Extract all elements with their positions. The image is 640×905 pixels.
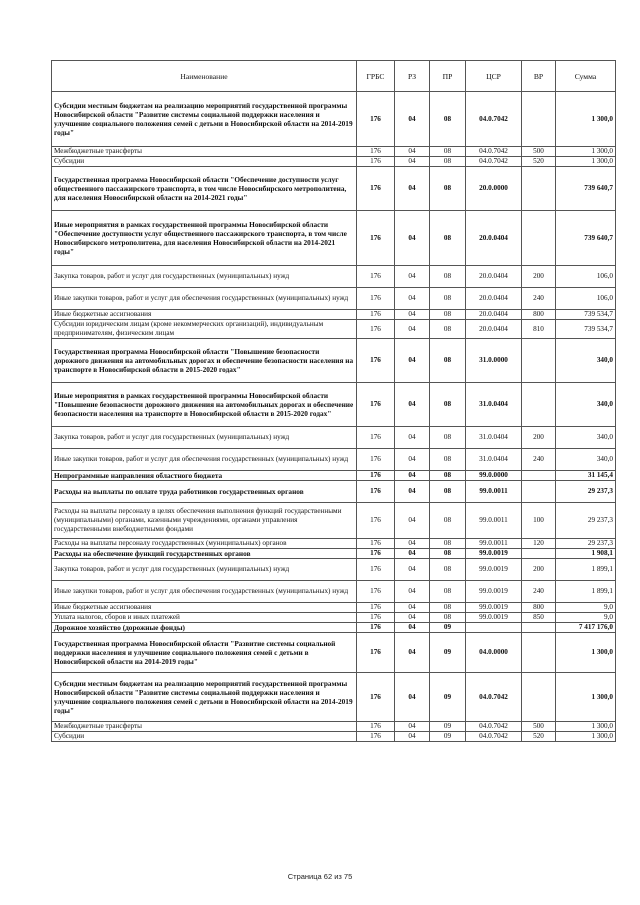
cell-sum: 29 237,3 [556, 539, 616, 549]
cell-pr: 09 [430, 623, 466, 633]
cell-vr: 200 [522, 266, 556, 288]
cell-vr [522, 673, 556, 722]
cell-rz: 04 [395, 673, 430, 722]
cell-pr: 09 [430, 673, 466, 722]
cell-rz: 04 [395, 320, 430, 339]
cell-grbs: 176 [357, 147, 395, 157]
cell-rz: 04 [395, 339, 430, 383]
cell-vr [522, 383, 556, 427]
table-row [52, 92, 616, 147]
cell-vr [522, 633, 556, 673]
cell-vr: 520 [522, 732, 556, 742]
cell-pr: 08 [430, 613, 466, 623]
cell-csr: 31.0.0000 [466, 339, 522, 383]
table-row [52, 673, 616, 722]
cell-pr: 08 [430, 503, 466, 539]
table-row [52, 539, 616, 549]
cell-rz: 04 [395, 471, 430, 481]
cell-csr: 04.0.7042 [466, 722, 522, 732]
cell-vr [522, 167, 556, 211]
cell-grbs: 176 [357, 383, 395, 427]
cell-rz: 04 [395, 92, 430, 147]
cell-grbs: 176 [357, 471, 395, 481]
cell-grbs: 176 [357, 167, 395, 211]
table-body [52, 92, 616, 742]
cell-csr: 04.0.7042 [466, 157, 522, 167]
cell-csr: 20.0.0404 [466, 310, 522, 320]
cell-name: Закупка товаров, работ и услуг для государственных (муниципальных) нужд [52, 427, 357, 449]
cell-sum: 1 899,1 [556, 581, 616, 603]
cell-grbs: 176 [357, 339, 395, 383]
cell-sum: 739 640,7 [556, 167, 616, 211]
cell-name: Субсидии местным бюджетам на реализацию мероприятий государственной программы Новосибирской области "Развитие системы социальной поддержки населения и улучшение социального положения семей с детьми в Новосибирской области на 2014-2019 годы" [52, 92, 357, 147]
table-row [52, 481, 616, 503]
cell-rz: 04 [395, 633, 430, 673]
cell-csr: 99.0.0019 [466, 581, 522, 603]
cell-grbs: 176 [357, 503, 395, 539]
cell-sum: 1 908,1 [556, 549, 616, 559]
cell-name: Субсидии [52, 157, 357, 167]
table-row [52, 559, 616, 581]
cell-csr: 99.0.0011 [466, 539, 522, 549]
table-row [52, 167, 616, 211]
cell-pr: 08 [430, 92, 466, 147]
cell-csr: 31.0.0404 [466, 449, 522, 471]
cell-grbs: 176 [357, 613, 395, 623]
cell-sum: 31 145,4 [556, 471, 616, 481]
page-footer: Страница 62 из 75 [287, 872, 353, 881]
cell-name: Субсидии юридическим лицам (кроме некоммерческих организаций), индивидуальным предпринимателям, физическим лицам [52, 320, 357, 339]
cell-vr [522, 211, 556, 266]
table-row [52, 449, 616, 471]
cell-grbs: 176 [357, 549, 395, 559]
cell-sum: 7 417 176,0 [556, 623, 616, 633]
cell-sum: 739 534,7 [556, 320, 616, 339]
cell-rz: 04 [395, 503, 430, 539]
cell-sum: 106,0 [556, 288, 616, 310]
cell-name: Иные бюджетные ассигнования [52, 603, 357, 613]
cell-csr: 20.0.0404 [466, 266, 522, 288]
cell-pr: 08 [430, 581, 466, 603]
cell-grbs: 176 [357, 633, 395, 673]
cell-pr: 08 [430, 310, 466, 320]
table-row [52, 471, 616, 481]
cell-grbs: 176 [357, 481, 395, 503]
cell-vr: 520 [522, 157, 556, 167]
cell-grbs: 176 [357, 92, 395, 147]
cell-rz: 04 [395, 157, 430, 167]
cell-sum: 29 237,3 [556, 481, 616, 503]
cell-grbs: 176 [357, 320, 395, 339]
cell-pr: 08 [430, 427, 466, 449]
table-header-row [52, 61, 616, 92]
cell-name: Непрограммные направления областного бюджета [52, 471, 357, 481]
cell-name: Межбюджетные трансферты [52, 722, 357, 732]
cell-vr: 100 [522, 503, 556, 539]
cell-sum: 739 534,7 [556, 310, 616, 320]
table-row [52, 732, 616, 742]
cell-csr: 31.0.0404 [466, 427, 522, 449]
cell-name: Государственная программа Новосибирской области "Развитие системы социальной поддержки населения и улучшение социального положения семей с детьми в Новосибирской области на 2014-2019 годы" [52, 633, 357, 673]
table-row [52, 549, 616, 559]
table-row [52, 581, 616, 603]
cell-csr: 99.0.0011 [466, 481, 522, 503]
cell-grbs: 176 [357, 427, 395, 449]
table-row [52, 722, 616, 732]
cell-csr: 20.0.0404 [466, 211, 522, 266]
cell-vr [522, 471, 556, 481]
cell-csr: 20.0.0000 [466, 167, 522, 211]
header-sum: Сумма [556, 61, 616, 92]
cell-pr: 09 [430, 633, 466, 673]
table-row [52, 339, 616, 383]
cell-grbs: 176 [357, 722, 395, 732]
cell-csr: 20.0.0404 [466, 288, 522, 310]
cell-rz: 04 [395, 481, 430, 503]
cell-csr: 99.0.0019 [466, 549, 522, 559]
cell-csr: 04.0.7042 [466, 92, 522, 147]
cell-vr: 200 [522, 427, 556, 449]
table-row [52, 633, 616, 673]
cell-grbs: 176 [357, 673, 395, 722]
cell-sum: 29 237,3 [556, 503, 616, 539]
table-row [52, 613, 616, 623]
cell-vr [522, 92, 556, 147]
cell-csr: 99.0.0019 [466, 603, 522, 613]
cell-name: Иные мероприятия в рамках государственной программы Новосибирской области "Повышение безопасности дорожного движения на автомобильных дорогах и обеспечение безопасности населения на транспорте в Новосибирской области в 2015-2020 годах" [52, 383, 357, 427]
cell-rz: 04 [395, 549, 430, 559]
cell-rz: 04 [395, 211, 430, 266]
table-row [52, 288, 616, 310]
cell-vr [522, 339, 556, 383]
cell-sum: 1 300,0 [556, 722, 616, 732]
cell-pr: 08 [430, 320, 466, 339]
cell-rz: 04 [395, 266, 430, 288]
cell-sum: 739 640,7 [556, 211, 616, 266]
cell-name: Дорожное хозяйство (дорожные фонды) [52, 623, 357, 633]
cell-grbs: 176 [357, 603, 395, 613]
cell-grbs: 176 [357, 539, 395, 549]
cell-rz: 04 [395, 167, 430, 211]
cell-pr: 08 [430, 157, 466, 167]
cell-grbs: 176 [357, 581, 395, 603]
cell-csr: 99.0.0019 [466, 613, 522, 623]
cell-pr: 08 [430, 559, 466, 581]
cell-vr: 800 [522, 310, 556, 320]
cell-sum: 106,0 [556, 266, 616, 288]
cell-grbs: 176 [357, 211, 395, 266]
table-row [52, 383, 616, 427]
cell-rz: 04 [395, 581, 430, 603]
cell-pr: 08 [430, 211, 466, 266]
cell-vr: 240 [522, 288, 556, 310]
cell-grbs: 176 [357, 288, 395, 310]
cell-vr: 240 [522, 449, 556, 471]
cell-csr: 99.0.0000 [466, 471, 522, 481]
cell-sum: 1 300,0 [556, 92, 616, 147]
cell-pr: 08 [430, 383, 466, 427]
cell-rz: 04 [395, 147, 430, 157]
cell-grbs: 176 [357, 310, 395, 320]
cell-name: Государственная программа Новосибирской области "Обеспечение доступности услуг общественного пассажирского транспорта, в том числе Новосибирского метрополитена, для населения Новосибирской области на 2014-2021 годы" [52, 167, 357, 211]
cell-csr: 04.0.0000 [466, 633, 522, 673]
header-rz: РЗ [395, 61, 430, 92]
cell-sum: 1 300,0 [556, 732, 616, 742]
cell-pr: 08 [430, 147, 466, 157]
cell-rz: 04 [395, 383, 430, 427]
cell-name: Закупка товаров, работ и услуг для государственных (муниципальных) нужд [52, 559, 357, 581]
cell-vr [522, 623, 556, 633]
cell-csr: 04.0.7042 [466, 732, 522, 742]
table-row [52, 427, 616, 449]
cell-name: Закупка товаров, работ и услуг для государственных (муниципальных) нужд [52, 266, 357, 288]
table-row [52, 603, 616, 613]
cell-rz: 04 [395, 427, 430, 449]
cell-rz: 04 [395, 613, 430, 623]
cell-grbs: 176 [357, 449, 395, 471]
cell-grbs: 176 [357, 623, 395, 633]
cell-pr: 08 [430, 288, 466, 310]
cell-vr: 120 [522, 539, 556, 549]
cell-csr: 04.0.7042 [466, 673, 522, 722]
cell-name: Субсидии [52, 732, 357, 742]
budget-table [51, 60, 616, 742]
cell-rz: 04 [395, 310, 430, 320]
cell-pr: 08 [430, 339, 466, 383]
cell-vr: 240 [522, 581, 556, 603]
cell-vr: 500 [522, 722, 556, 732]
header-csr: ЦСР [466, 61, 522, 92]
cell-sum: 1 300,0 [556, 673, 616, 722]
table-row [52, 266, 616, 288]
cell-pr: 08 [430, 603, 466, 613]
cell-vr: 200 [522, 559, 556, 581]
cell-vr [522, 481, 556, 503]
cell-rz: 04 [395, 539, 430, 549]
cell-sum: 340,0 [556, 383, 616, 427]
cell-name: Расходы на выплаты по оплате труда работников государственных органов [52, 481, 357, 503]
cell-rz: 04 [395, 449, 430, 471]
cell-rz: 04 [395, 603, 430, 613]
cell-rz: 04 [395, 559, 430, 581]
cell-pr: 08 [430, 167, 466, 211]
cell-grbs: 176 [357, 157, 395, 167]
cell-sum: 9,0 [556, 613, 616, 623]
table-row [52, 503, 616, 539]
header-vr: ВР [522, 61, 556, 92]
cell-vr: 800 [522, 603, 556, 613]
cell-name: Межбюджетные трансферты [52, 147, 357, 157]
cell-name: Субсидии местным бюджетам на реализацию мероприятий государственной программы Новосибирской области "Развитие системы социальной поддержки населения и улучшение социального положения семей с детьми в Новосибирской области на 2014-2019 годы" [52, 673, 357, 722]
cell-csr: 31.0.0404 [466, 383, 522, 427]
cell-sum: 1 300,0 [556, 157, 616, 167]
cell-csr: 20.0.0404 [466, 320, 522, 339]
table-row [52, 623, 616, 633]
cell-csr: 99.0.0011 [466, 503, 522, 539]
cell-sum: 340,0 [556, 339, 616, 383]
cell-sum: 1 899,1 [556, 559, 616, 581]
table-row [52, 147, 616, 157]
table-row [52, 157, 616, 167]
cell-csr [466, 623, 522, 633]
cell-grbs: 176 [357, 266, 395, 288]
cell-vr [522, 549, 556, 559]
cell-sum: 1 300,0 [556, 147, 616, 157]
cell-sum: 340,0 [556, 427, 616, 449]
cell-name: Государственная программа Новосибирской области "Повышение безопасности дорожного движения на автомобильных дорогах и обеспечение безопасности населения на транспорте в Новосибирской области в 2015-2020 годах" [52, 339, 357, 383]
cell-name: Иные мероприятия в рамках государственной программы Новосибирской области "Обеспечение доступности услуг общественного пассажирского транспорта, в том числе Новосибирского метрополитена, для населения Новосибирской области на 2014-2021 годы" [52, 211, 357, 266]
cell-name: Расходы на выплаты персоналу в целях обеспечения выполнения функций государственными (муниципальными) органами, казенными учреждениями, органами управления государственными внебюджетными фондами [52, 503, 357, 539]
cell-name: Иные закупки товаров, работ и услуг для обеспечения государственных (муниципальных) нужд [52, 449, 357, 471]
cell-name: Иные бюджетные ассигнования [52, 310, 357, 320]
cell-pr: 08 [430, 481, 466, 503]
table-row [52, 211, 616, 266]
cell-csr: 04.0.7042 [466, 147, 522, 157]
cell-vr: 810 [522, 320, 556, 339]
cell-sum: 1 300,0 [556, 633, 616, 673]
cell-name: Расходы на выплаты персоналу государственных (муниципальных) органов [52, 539, 357, 549]
header-pr: ПР [430, 61, 466, 92]
cell-pr: 09 [430, 722, 466, 732]
cell-name: Иные закупки товаров, работ и услуг для обеспечения государственных (муниципальных) нужд [52, 288, 357, 310]
cell-pr: 08 [430, 539, 466, 549]
cell-pr: 08 [430, 449, 466, 471]
header-name: Наименование [52, 61, 357, 92]
cell-pr: 09 [430, 732, 466, 742]
table-row [52, 310, 616, 320]
cell-name: Расходы на обеспечение функций государственных органов [52, 549, 357, 559]
cell-vr: 500 [522, 147, 556, 157]
cell-sum: 340,0 [556, 449, 616, 471]
cell-rz: 04 [395, 288, 430, 310]
cell-rz: 04 [395, 732, 430, 742]
cell-rz: 04 [395, 623, 430, 633]
cell-pr: 08 [430, 471, 466, 481]
header-grbs: ГРБС [357, 61, 395, 92]
cell-name: Иные закупки товаров, работ и услуг для обеспечения государственных (муниципальных) нужд [52, 581, 357, 603]
cell-rz: 04 [395, 722, 430, 732]
cell-grbs: 176 [357, 559, 395, 581]
cell-pr: 08 [430, 549, 466, 559]
cell-name: Уплата налогов, сборов и иных платежей [52, 613, 357, 623]
cell-csr: 99.0.0019 [466, 559, 522, 581]
cell-pr: 08 [430, 266, 466, 288]
cell-grbs: 176 [357, 732, 395, 742]
cell-vr: 850 [522, 613, 556, 623]
table-row [52, 320, 616, 339]
cell-sum: 9,0 [556, 603, 616, 613]
